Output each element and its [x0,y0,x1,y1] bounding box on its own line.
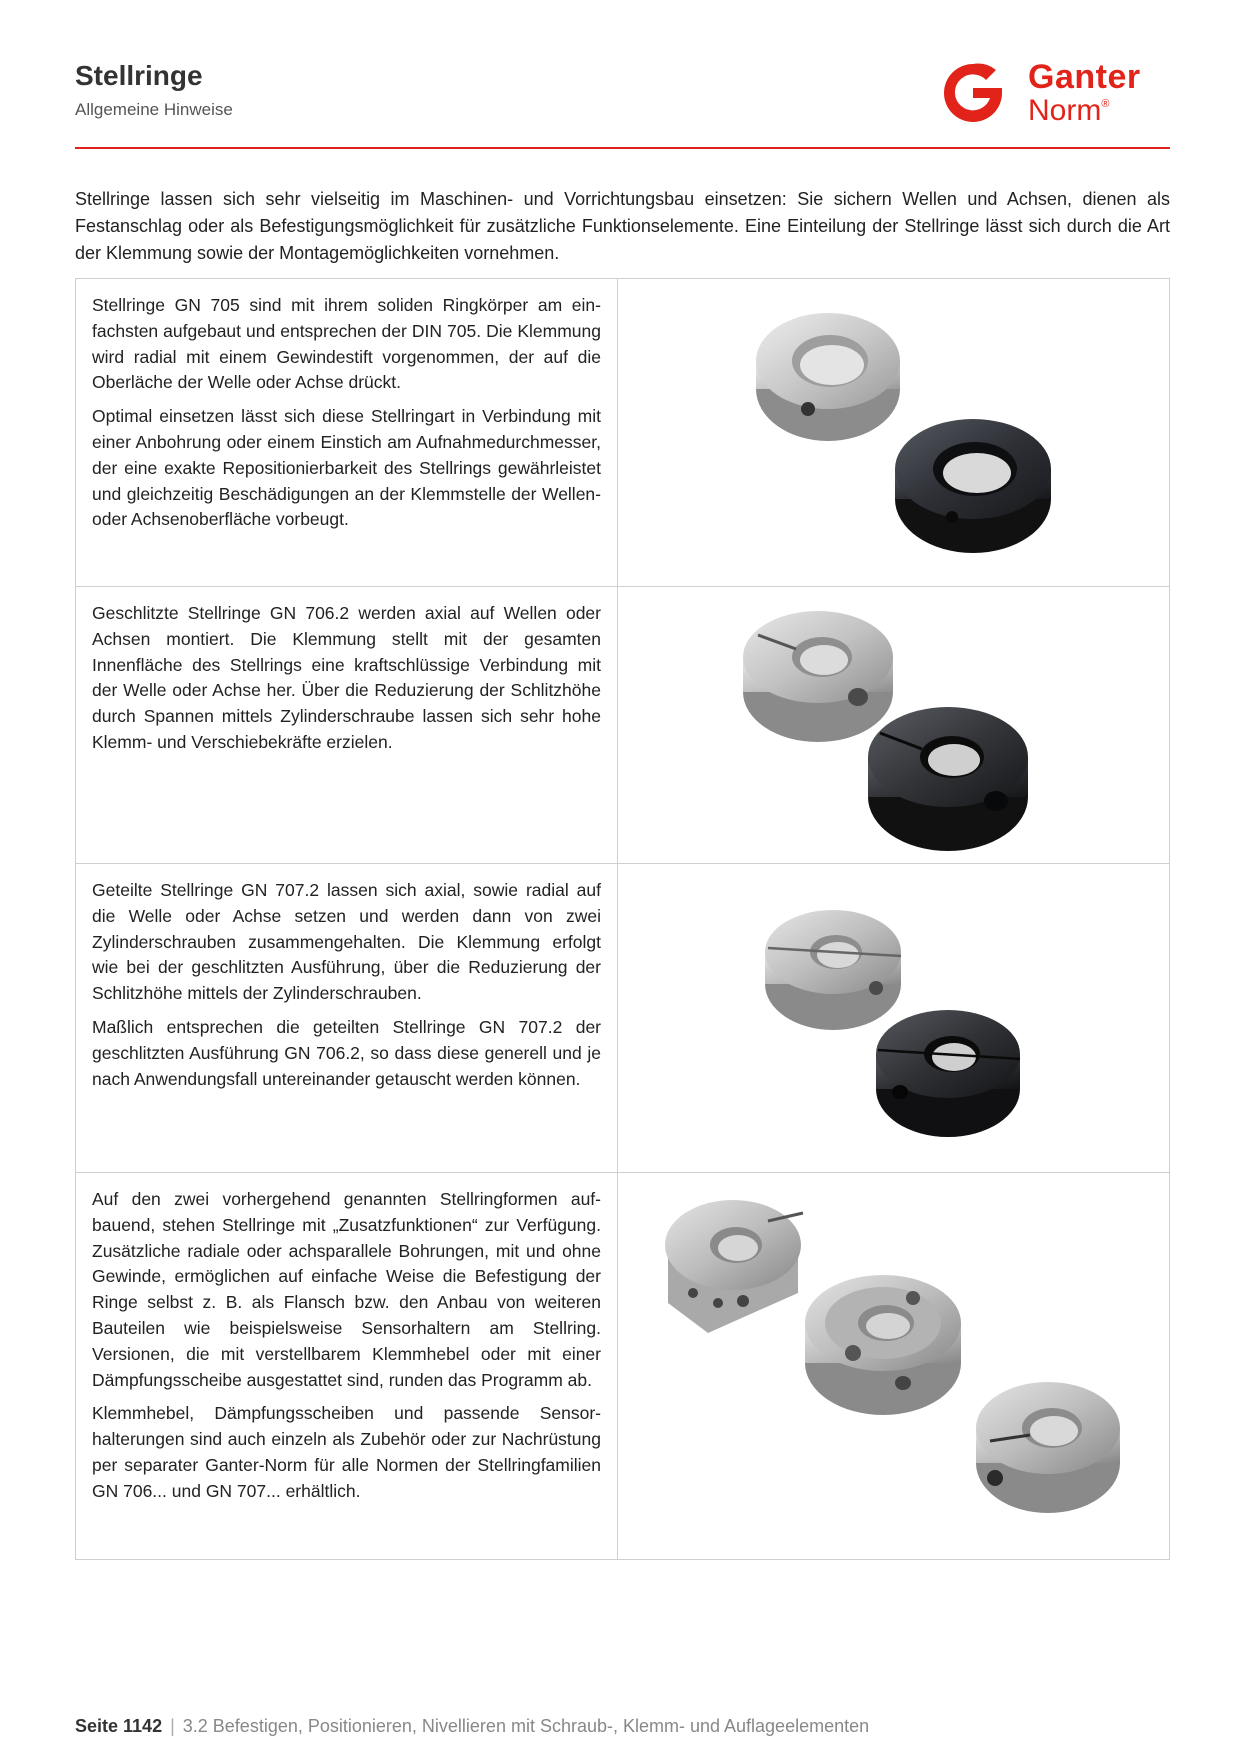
row-text [76,864,618,1172]
footer-section: 3.2 Befestigen, Positionieren, Nivellieren mit Schraub-, Klemm- und Auflageelementen [182,1716,870,1736]
table-row [76,1172,1169,1559]
table-row [76,586,1169,863]
row-paragraph: Auf den zwei vorhergehend genannten Stellringformen aufbauend, stehen Stellringe mit „Zusatzfunktionen“ zur Verfügung. Zusätzliche radiale oder achsparallele Bohrungen, mit und ohne Gewinde, ermöglichen auf einfache Weise die Befestigung der Ringe selbst z. B. als Flansch bzw. den Anbau von weiteren Bauteilen wie beispielsweise Sensorhaltern am Stellring. Versionen, die mit verstellbarem Klemmhebel oder mit einer Dämpfungsscheibe ausgestattet sind, runden das Programm ab. [92,1189,601,1390]
ganter-norm-logo [940,58,1170,128]
row-image [618,864,1169,1172]
row-text [76,279,618,586]
row-paragraph: Maßlich entsprechen die geteilten Stellringe GN 707.2 der geschlitzten Ausführung GN 706.2, so dass diese generell und je nach Anwendungsfall untereinander getauscht werden können. [92,1016,601,1089]
row-paragraph: Klemmhebel, Dämpfungsscheiben und passende Sensorhalterungen sind auch einzeln als Zubehör oder zur Nachrüstung per separater Ganter-Norm für alle Normen der Stellringfamilien GN 706... und GN 707... erhältlich. [92,1403,601,1501]
logo-text-norm: Norm® [1028,94,1110,127]
intro-paragraph: Stellringe lassen sich sehr vielseitig im Maschinen- und Vorrichtungsbau einsetzen: Sie sichern Wellen und Achsen, dienen als Festanschlag oder als Befestigungsmöglichkeit für zusätzliche Funktionselemente. Eine Einteilung der Stellringe lässt sich durch die Art der Klemmung sowie der Montagemöglichkeiten vornehmen. [75,189,1170,263]
page-subtitle: Allgemeine Hinweise [75,100,233,119]
table-row [76,279,1169,586]
split-collar-image [618,864,1158,1171]
row-paragraph: Geteilte Stellringe GN 707.2 lassen sich axial, sowie radial auf die Welle oder Achse setzen und werden dann von zwei Zylinderschrauben zusammengehalten. Die Klemmung erfolgt wie bei der geschlitzten Ausführung, über die Reduzierung der Schlitzhöhe mittels der Zylinderschrauben. [92,880,601,1004]
row-paragraph: Geschlitzte Stellringe GN 706.2 werden axial auf Wellen oder Achsen montiert. Die Klemmung stellt mit der gesamten Innenfläche des Stellrings eine kraftschlüssige Verbindung mit der Welle oder Achse her. Über die Reduzierung der Schlitzhöhe durch Spannen mittels Zylinderschraube lassen sich sehr hohe Klemm- und Verschiebekräfte erzielen. [92,603,601,752]
header-divider [75,147,1170,149]
page-footer [75,1716,869,1737]
row-image [618,587,1169,863]
ganter-logo-icon [940,60,1006,126]
collar-types-table [75,278,1170,1560]
row-text [76,587,618,863]
page-header [75,58,1170,150]
logo-text-ganter: Ganter [1028,58,1141,96]
collar-variants-image [618,1173,1158,1558]
row-image [618,279,1169,586]
slotted-collar-image [618,587,1158,862]
footer-separator: | [170,1716,175,1736]
solid-collar-image [618,279,1158,584]
page-number: Seite 1142 [75,1716,163,1736]
row-paragraph: Optimal einsetzen lässt sich diese Stellringart in Verbindung mit einer Anbohrung oder einem Einstich am Aufnahmedurchmesser, der eine exakte Repositionierbarkeit des Stellrings gewährleistet und gleichzeitig Beschädigungen an der Klemmstelle der Wellen- oder Achsenoberfläche vorbeugt. [92,406,601,530]
page-title: Stellringe [75,60,203,91]
row-image [618,1173,1169,1559]
table-row [76,863,1169,1172]
row-paragraph: Stellringe GN 705 sind mit ihrem soliden Ringkörper am einfachsten aufgebaut und entsprechen der DIN 705. Die Klemmung wird radial mit einem Gewindestift vorgenommen, der auf die Oberläche der Welle oder Achse drückt. [92,295,601,393]
row-text [76,1173,618,1559]
